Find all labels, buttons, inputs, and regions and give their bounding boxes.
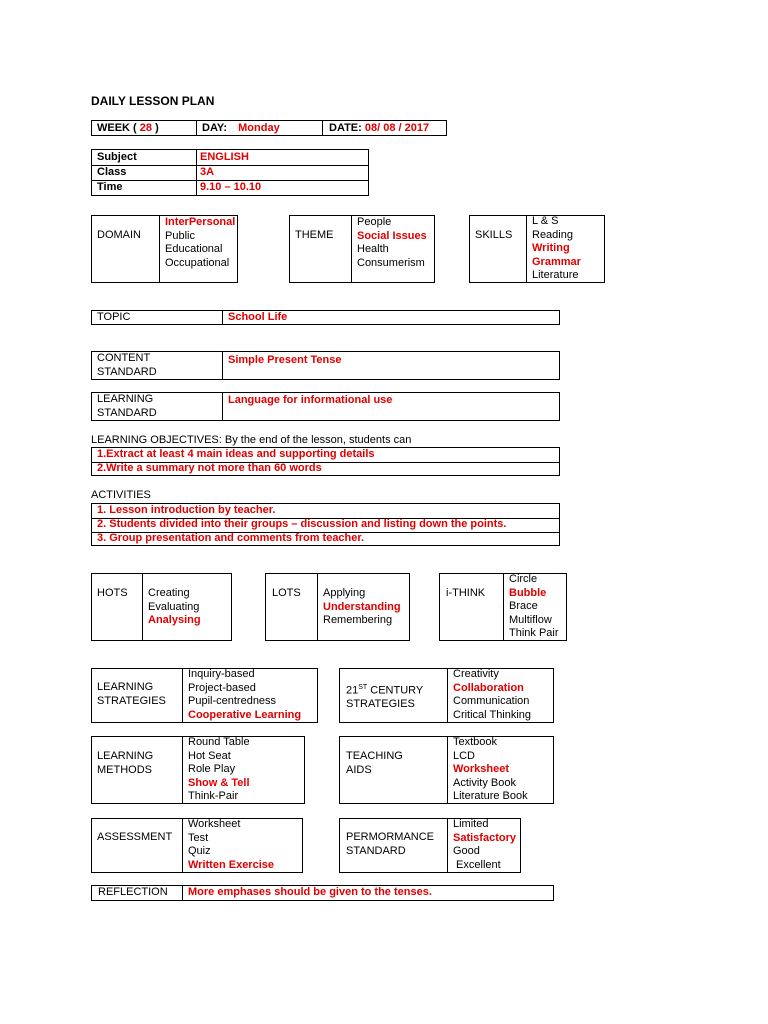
learning-methods-list	[188, 736, 250, 804]
performance-standard-label-line: PERMORMANCE	[346, 831, 435, 843]
week-day-date-row	[91, 120, 447, 136]
performance-standard-item: Excellent	[453, 858, 501, 871]
activities-heading: ACTIVITIES	[91, 489, 151, 501]
learning-strategies-item: Pupil-centredness	[188, 695, 277, 707]
learning-methods-label-line: LEARNING	[97, 750, 154, 762]
activity-item: 1. Lesson introduction by teacher.	[97, 504, 276, 516]
skills-item: Writing	[532, 242, 570, 254]
theme-item: Health	[357, 243, 389, 255]
performance-standard-item: Limited	[453, 818, 489, 830]
objectives-table	[91, 447, 560, 476]
hots-box	[91, 573, 232, 641]
theme-item: People	[357, 216, 392, 228]
skills-item: L & S	[532, 215, 559, 227]
content-standard-label-line: STANDARD	[97, 365, 157, 378]
learning-methods-item: Show & Tell	[188, 776, 250, 789]
class-label: Class	[97, 166, 127, 178]
learning-methods-label	[97, 750, 153, 777]
theme-label: THEME	[295, 229, 334, 241]
learning-strategies-item: Project-based	[188, 681, 256, 694]
ithink-item: Multiflow	[509, 613, 552, 626]
learning-methods-item: Round Table	[188, 736, 250, 748]
assessment-item: Written Exercise	[188, 858, 275, 871]
century-strategies-label-line: STRATEGIES	[346, 698, 415, 711]
domain-item: InterPersonal	[165, 216, 236, 228]
theme-box	[289, 215, 435, 283]
ithink-item: Brace	[509, 600, 538, 612]
learning-methods-item: Role Play	[188, 763, 236, 775]
date-field	[329, 122, 429, 134]
teaching-aids-item: Worksheet	[453, 763, 510, 775]
learning-standard-label-line: STANDARD	[97, 406, 157, 419]
content-standard-value: Simple Present Tense	[228, 354, 342, 366]
week-field	[97, 122, 159, 134]
learning-strategies-label-line: STRATEGIES	[97, 694, 166, 707]
assessment-list	[188, 818, 274, 872]
hots-item: Analysing	[148, 614, 201, 626]
class-value: 3A	[200, 166, 215, 178]
lots-item: Understanding	[323, 600, 401, 613]
learning-standard-label	[97, 393, 157, 420]
performance-standard-label	[346, 831, 434, 858]
learning-strategies-item: Inquiry-based	[188, 668, 255, 680]
hots-item: Creating	[148, 587, 190, 599]
learning-standard-value: Language for informational use	[228, 394, 393, 406]
skills-item: Grammar	[532, 255, 581, 268]
learning-standard-label-line: LEARNING	[97, 393, 154, 405]
learning-strategies-box	[91, 668, 318, 723]
teaching-aids-item: Textbook	[453, 736, 498, 748]
ithink-list	[509, 573, 559, 641]
lots-label: LOTS	[272, 587, 301, 599]
assessment-box	[91, 818, 303, 873]
page-title: DAILY LESSON PLAN	[91, 94, 215, 108]
century-strategies-item: Collaboration	[453, 681, 524, 694]
ithink-label: i-THINK	[446, 587, 486, 599]
reflection-value: More emphases should be given to the tenses.	[188, 886, 432, 898]
hots-label: HOTS	[97, 587, 128, 599]
teaching-aids-label-line: AIDS	[346, 763, 372, 776]
day-value: Monday	[238, 122, 280, 134]
century-label-word: CENTURY	[367, 684, 424, 697]
reflection-label: REFLECTION	[98, 886, 168, 898]
objective-item: 1.Extract at least 4 main ideas and supporting details	[97, 448, 375, 460]
topic-value: School Life	[228, 311, 288, 323]
performance-standard-box	[339, 818, 521, 873]
century-strategies-list	[453, 668, 531, 722]
activity-item: 2. Students divided into their groups – discussion and listing down the points.	[97, 518, 507, 530]
century-label-sup: ST	[358, 684, 368, 691]
learning-strategies-label	[97, 681, 166, 708]
century-strategies-label	[346, 681, 423, 712]
teaching-aids-item: LCD	[453, 749, 476, 762]
time-label: Time	[97, 181, 123, 193]
performance-standard-item: Satisfactory	[453, 831, 516, 844]
lots-box	[265, 573, 410, 641]
skills-item: Literature	[532, 269, 579, 281]
century-strategies-item: Critical Thinking	[453, 708, 532, 721]
time-value: 9.10 – 10.10	[200, 181, 262, 193]
domain-item: Occupational	[165, 256, 230, 269]
lots-item: Remembering	[323, 614, 393, 626]
subject-value: ENGLISH	[200, 151, 249, 163]
century-strategies-item: Creativity	[453, 668, 499, 680]
learning-methods-box	[91, 736, 305, 804]
ithink-item: Bubble	[509, 586, 547, 599]
date-value: 08/ 08 / 2017	[364, 122, 430, 134]
assessment-item: Test	[188, 831, 209, 844]
topic-row	[91, 310, 560, 325]
teaching-aids-item: Activity Book	[453, 776, 516, 789]
teaching-aids-list	[453, 736, 528, 804]
objective-item: 2.Write a summary not more than 60 words	[97, 462, 322, 474]
domain-list	[165, 216, 235, 270]
week-value: 28	[139, 122, 153, 134]
assessment-item: Worksheet	[188, 818, 241, 830]
theme-item: Consumerism	[357, 256, 425, 269]
theme-list	[357, 216, 427, 270]
skills-label: SKILLS	[475, 229, 513, 241]
date-label: DATE:	[329, 122, 362, 134]
learning-strategies-item: Cooperative Learning	[188, 708, 302, 721]
day-label: DAY:	[202, 122, 228, 134]
day-field	[202, 122, 280, 134]
content-standard-row	[91, 351, 560, 380]
performance-standard-item: Good	[453, 845, 480, 857]
century-strategies-item: Communication	[453, 695, 530, 707]
hots-item: Evaluating	[148, 600, 200, 613]
lots-list	[323, 587, 401, 628]
learning-strategies-list	[188, 668, 301, 722]
ithink-box	[439, 573, 567, 641]
skills-list	[532, 215, 581, 283]
performance-standard-list	[453, 818, 516, 872]
ithink-item: Think Pair	[509, 627, 559, 639]
learning-methods-item: Think-Pair	[188, 790, 239, 802]
reflection-row	[91, 885, 554, 901]
domain-label: DOMAIN	[97, 229, 141, 241]
teaching-aids-label-line: TEACHING	[346, 750, 403, 762]
subject-class-time-table	[91, 149, 369, 196]
century-strategies-box	[339, 668, 554, 723]
subject-label: Subject	[97, 151, 137, 163]
ithink-item: Circle	[509, 573, 538, 585]
performance-standard-label-line: STANDARD	[346, 844, 406, 857]
activities-table	[91, 503, 560, 546]
theme-item: Social Issues	[357, 229, 427, 242]
assessment-item: Quiz	[188, 845, 211, 857]
hots-list	[148, 587, 201, 628]
domain-item: Educational	[165, 243, 223, 255]
domain-box	[91, 215, 238, 283]
century-label-number: 21	[346, 684, 359, 697]
learning-standard-row	[91, 392, 560, 421]
learning-methods-label-line: METHODS	[97, 763, 152, 776]
week-label: WEEK (	[97, 122, 137, 134]
activity-item: 3. Group presentation and comments from teacher.	[97, 532, 365, 544]
topic-label: TOPIC	[97, 311, 131, 323]
content-standard-label	[97, 352, 157, 379]
skills-box	[469, 215, 605, 283]
teaching-aids-item: Literature Book	[453, 790, 528, 802]
learning-methods-item: Hot Seat	[188, 749, 231, 762]
content-standard-label-line: CONTENT	[97, 352, 151, 364]
assessment-label: ASSESSMENT	[97, 831, 173, 843]
skills-item: Reading	[532, 228, 573, 241]
learning-strategies-label-line: LEARNING	[97, 681, 154, 693]
teaching-aids-box	[339, 736, 554, 804]
teaching-aids-label	[346, 750, 403, 777]
week-close: )	[155, 122, 159, 134]
objectives-heading: LEARNING OBJECTIVES: By the end of the lesson, students can	[91, 434, 412, 446]
lots-item: Applying	[323, 587, 366, 599]
domain-item: Public	[165, 229, 195, 242]
